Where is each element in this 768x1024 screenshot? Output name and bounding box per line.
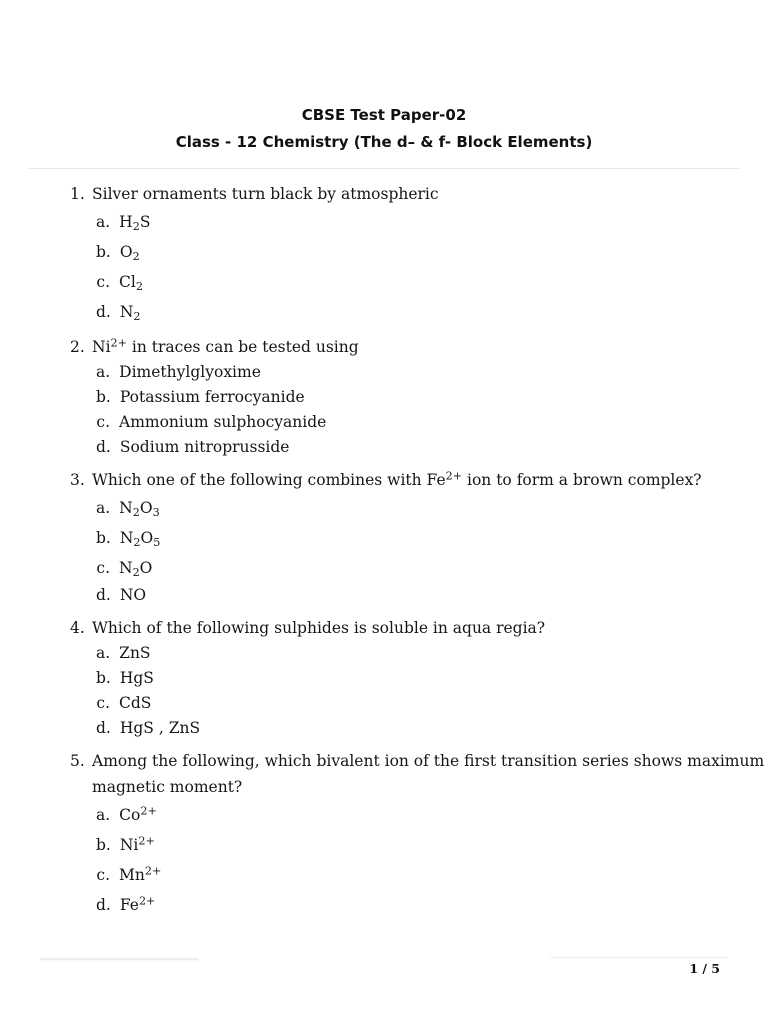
question-stem-text: Among the following, which bivalent ion of the first transition series shows maximum magnetic moment? (92, 752, 765, 796)
option-marker: d. (96, 303, 111, 321)
option-row (96, 410, 768, 435)
option-row (96, 666, 768, 691)
option-text: $Ni^{2+}$ (119, 834, 155, 854)
option-text: $N_2O$ (119, 559, 153, 580)
option-row (96, 523, 768, 553)
option-row (96, 493, 768, 523)
option-row (96, 207, 768, 237)
option-row (96, 267, 768, 297)
option-text: $Mn^{2+}$ (119, 864, 162, 884)
option-row (96, 830, 768, 860)
option-row (96, 435, 768, 460)
question-number: 1. (70, 185, 85, 203)
questions-list (0, 169, 768, 920)
option-row (96, 641, 768, 666)
option-text: Sodium nitroprusside (119, 438, 290, 456)
option-marker: a. (96, 499, 111, 517)
option-text: Ammonium sulphocyanide (119, 413, 327, 431)
option-row (96, 583, 768, 608)
option-marker: a. (96, 213, 111, 231)
option-row (96, 800, 768, 830)
option-row (96, 360, 768, 385)
option-text: Dimethylglyoxime (119, 363, 261, 381)
option-row (96, 297, 768, 327)
question-stem-text: Which of the following sulphides is soluble in aqua regia? (92, 619, 546, 637)
option-row (96, 716, 768, 741)
option-text: $H_2S$ (119, 213, 151, 234)
option-marker: c. (96, 559, 110, 577)
option-marker: b. (96, 836, 111, 854)
question (70, 615, 768, 741)
question-number: 3. (70, 471, 85, 489)
page-subtitle: Class - 12 Chemistry (The d– & f- Block Elements) (175, 133, 593, 151)
option-text: $Co^{2+}$ (119, 804, 157, 824)
option-marker: b. (96, 388, 111, 406)
option-row (96, 691, 768, 716)
option-text: $Cl_2$ (119, 273, 143, 294)
option-marker: d. (96, 586, 111, 604)
option-marker: c. (96, 866, 110, 884)
option-marker: b. (96, 529, 111, 547)
option-marker: c. (96, 413, 110, 431)
question-stem (70, 467, 768, 493)
option-text: $N_2$ (119, 303, 141, 324)
option-row (96, 237, 768, 267)
question-stem (70, 334, 768, 360)
option-marker: a. (96, 644, 111, 662)
option-text: ZnS (119, 644, 151, 662)
question (70, 181, 768, 327)
question (70, 334, 768, 460)
question-number: 4. (70, 619, 85, 637)
option-text: Potassium ferrocyanide (119, 388, 305, 406)
question-stem (70, 181, 768, 207)
page-number: 1 / 5 (689, 961, 720, 976)
option-row (96, 860, 768, 890)
option-text: $N_2O_5$ (119, 529, 161, 550)
option-text: HgS (119, 669, 154, 687)
option-marker: d. (96, 719, 111, 737)
option-text: NO (119, 586, 147, 604)
question (70, 748, 768, 920)
question-stem-text: $Ni^{2+}$ in traces can be tested using (92, 336, 359, 356)
option-text: $N_2O_3$ (119, 499, 160, 520)
page-title: CBSE Test Paper-02 (301, 106, 467, 124)
option-marker: c. (96, 694, 110, 712)
option-row (96, 890, 768, 920)
option-row (96, 553, 768, 583)
option-row (96, 385, 768, 410)
option-marker: d. (96, 896, 111, 914)
question-stem (70, 615, 768, 641)
option-marker: a. (96, 363, 111, 381)
option-marker: b. (96, 669, 111, 687)
option-text: HgS , ZnS (119, 719, 201, 737)
question (70, 467, 768, 608)
question-stem (70, 748, 768, 800)
option-marker: c. (96, 273, 110, 291)
option-text: $O_2$ (119, 243, 140, 264)
question-number: 5. (70, 752, 85, 770)
question-stem-text: Silver ornaments turn black by atmospheric (92, 185, 439, 203)
question-stem-text: Which one of the following combines with $Fe^{2+}$ ion to form a brown complex? (92, 469, 702, 489)
footer-rule-right (550, 957, 728, 958)
option-marker: a. (96, 806, 111, 824)
option-marker: d. (96, 438, 111, 456)
option-text: $Fe^{2+}$ (119, 894, 156, 914)
option-marker: b. (96, 243, 111, 261)
page-header (0, 0, 768, 152)
footer-rule-left (40, 958, 199, 962)
option-text: CdS (119, 694, 152, 712)
question-number: 2. (70, 338, 85, 356)
